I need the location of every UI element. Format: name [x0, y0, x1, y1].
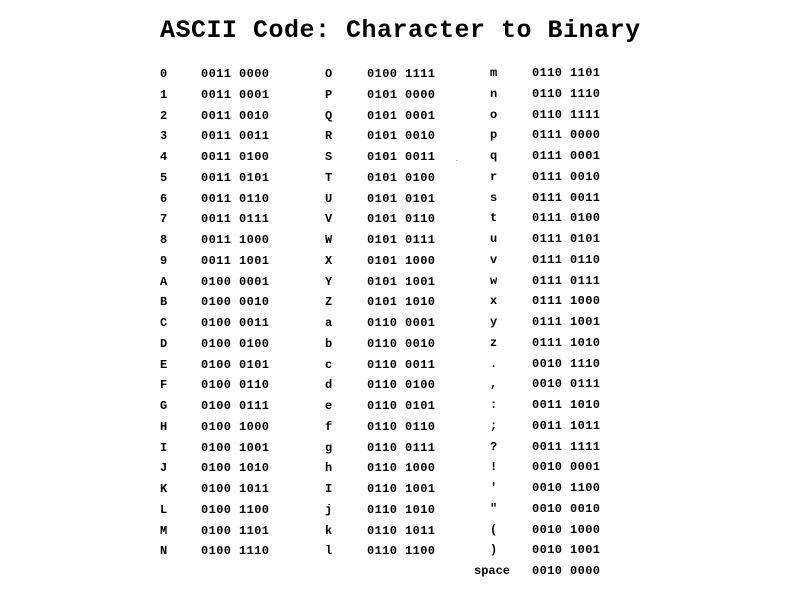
- character-cell: ': [490, 481, 498, 495]
- binary-cell: 0111 0011: [532, 190, 601, 205]
- character-cell: A: [160, 274, 168, 289]
- binary-cell: 0100 0110: [201, 378, 270, 393]
- binary-cell: 0011 1010: [532, 398, 601, 412]
- character-cell: 1: [160, 87, 168, 102]
- binary-cell: 0101 0000: [367, 87, 436, 102]
- binary-cell: 0100 0010: [201, 295, 270, 310]
- character-cell: !: [490, 460, 498, 475]
- binary-cell: 0110 1100: [367, 544, 436, 559]
- character-cell: t: [490, 211, 498, 226]
- character-cell: W: [325, 233, 333, 247]
- binary-cell: 0110 1001: [367, 482, 436, 496]
- character-cell: Z: [325, 295, 333, 310]
- binary-cell: 0100 1101: [201, 523, 270, 538]
- binary-cell: 0111 0101: [532, 232, 601, 246]
- character-cell: ,: [490, 377, 498, 392]
- character-cell: H: [160, 419, 168, 434]
- character-cell: r: [490, 169, 498, 184]
- binary-cell: 0011 0011: [201, 129, 270, 144]
- binary-cell: 0010 1001: [532, 543, 601, 558]
- binary-cell: 0010 0111: [532, 377, 601, 392]
- character-cell: 3: [160, 129, 168, 144]
- character-cell: O: [325, 67, 333, 81]
- character-cell: q: [490, 149, 498, 163]
- binary-cell: 0101 1010: [367, 295, 436, 310]
- page-title: ASCII Code: Character to Binary: [160, 16, 641, 45]
- binary-cell: 0100 0111: [201, 399, 270, 413]
- binary-cell: 0100 0001: [201, 274, 270, 289]
- binary-cell: 0110 1000: [367, 461, 436, 476]
- character-cell: a: [325, 316, 333, 330]
- character-cell: U: [325, 191, 333, 206]
- binary-cell: 0110 0110: [367, 419, 436, 434]
- binary-cell: 0110 0100: [367, 378, 436, 393]
- character-cell: 8: [160, 233, 168, 247]
- binary-cell: 0111 0100: [532, 211, 601, 226]
- binary-cell: 0111 0001: [532, 149, 601, 163]
- character-cell: s: [490, 190, 498, 205]
- character-cell: F: [160, 378, 168, 393]
- binary-cell: 0010 1100: [532, 481, 601, 495]
- character-cell: .: [490, 356, 498, 371]
- character-cell: 9: [160, 253, 168, 268]
- character-cell: 7: [160, 212, 168, 227]
- character-cell: k: [325, 523, 333, 538]
- binary-cell: 0011 1000: [201, 233, 270, 247]
- character-cell: J: [160, 461, 168, 476]
- character-cell: Q: [325, 108, 333, 123]
- binary-cell: 0111 1000: [532, 294, 601, 309]
- character-cell: S: [325, 150, 333, 164]
- character-cell: l: [325, 544, 333, 559]
- character-cell: c: [325, 357, 333, 372]
- binary-cell: 0101 0001: [367, 108, 436, 123]
- character-cell: T: [325, 170, 333, 185]
- character-cell: M: [160, 523, 168, 538]
- character-cell: I: [160, 440, 168, 455]
- character-cell: L: [160, 502, 168, 517]
- character-cell: v: [490, 252, 498, 267]
- character-cell: Y: [325, 274, 333, 289]
- character-cell: space: [474, 564, 511, 578]
- binary-cell: 0011 0101: [201, 170, 270, 185]
- binary-cell: 0011 1001: [201, 253, 270, 268]
- character-cell: p: [490, 128, 498, 143]
- binary-cell: 0010 1110: [532, 356, 601, 371]
- binary-cell: 0011 0001: [201, 87, 270, 102]
- binary-cell: 0100 1110: [201, 544, 270, 559]
- binary-cell: 0010 0010: [532, 501, 601, 516]
- character-cell: 2: [160, 108, 168, 123]
- character-cell: ": [490, 501, 498, 516]
- binary-cell: 0111 0000: [532, 128, 601, 143]
- binary-cell: 0101 0100: [367, 170, 436, 185]
- character-cell: 0: [160, 67, 168, 81]
- binary-cell: 0101 0111: [367, 233, 436, 247]
- character-cell: x: [490, 294, 498, 309]
- character-cell: e: [325, 399, 333, 413]
- binary-cell: 0100 1011: [201, 482, 270, 496]
- binary-cell: 0111 1001: [532, 315, 601, 329]
- character-cell: w: [490, 273, 498, 288]
- binary-cell: 0110 1111: [532, 107, 601, 122]
- character-cell: y: [490, 315, 498, 329]
- character-cell: B: [160, 295, 168, 310]
- character-cell: d: [325, 378, 333, 393]
- character-cell: R: [325, 129, 333, 144]
- binary-cell: 0100 1010: [201, 461, 270, 476]
- binary-cell: 0100 0100: [201, 336, 270, 351]
- character-cell: X: [325, 253, 333, 268]
- character-cell: C: [160, 316, 168, 330]
- binary-cell: 0110 0010: [367, 336, 436, 351]
- character-cell: g: [325, 440, 333, 455]
- binary-cell: 0010 0000: [532, 564, 601, 578]
- binary-cell: 0100 1111: [367, 67, 436, 81]
- character-cell: b: [325, 336, 333, 351]
- binary-cell: 0101 0011: [367, 150, 436, 164]
- binary-cell: 0101 1001: [367, 274, 436, 289]
- binary-cell: 0011 0010: [201, 108, 270, 123]
- binary-cell: 0101 0110: [367, 212, 436, 227]
- binary-cell: 0100 1001: [201, 440, 270, 455]
- binary-cell: 0100 1100: [201, 502, 270, 517]
- binary-cell: 0011 1011: [532, 418, 601, 433]
- character-cell: 6: [160, 191, 168, 206]
- binary-cell: 0100 0101: [201, 357, 270, 372]
- character-cell: m: [490, 66, 498, 80]
- binary-cell: 0111 1010: [532, 335, 601, 350]
- binary-cell: 0101 0101: [367, 191, 436, 206]
- binary-cell: 0110 0101: [367, 399, 436, 413]
- character-cell: ;: [490, 418, 498, 433]
- character-cell: j: [325, 502, 333, 517]
- binary-cell: 0011 0100: [201, 150, 270, 164]
- character-cell: o: [490, 107, 498, 122]
- binary-cell: 0111 0111: [532, 273, 601, 288]
- character-cell: ?: [490, 439, 498, 454]
- binary-cell: 0011 0110: [201, 191, 270, 206]
- binary-cell: 0111 0010: [532, 169, 601, 184]
- character-cell: G: [160, 399, 168, 413]
- character-cell: z: [490, 335, 498, 350]
- binary-cell: 0110 0001: [367, 316, 436, 330]
- character-cell: n: [490, 86, 498, 101]
- binary-cell: 0110 1011: [367, 523, 436, 538]
- character-cell: K: [160, 482, 168, 496]
- character-cell: P: [325, 87, 333, 102]
- character-cell: ): [490, 543, 498, 558]
- character-cell: 4: [160, 150, 168, 164]
- character-cell: E: [160, 357, 168, 372]
- binary-cell: 0100 1000: [201, 419, 270, 434]
- binary-cell: 0110 1110: [532, 86, 601, 101]
- binary-cell: 0110 0011: [367, 357, 436, 372]
- binary-cell: 0111 0110: [532, 252, 601, 267]
- character-cell: :: [490, 398, 498, 412]
- character-cell: D: [160, 336, 168, 351]
- character-cell: u: [490, 232, 498, 246]
- binary-cell: 0110 1101: [532, 66, 601, 80]
- binary-cell: 0101 1000: [367, 253, 436, 268]
- binary-cell: 0011 0111: [201, 212, 270, 227]
- binary-cell: 0010 1000: [532, 522, 601, 537]
- binary-cell: 0100 0011: [201, 316, 270, 330]
- character-cell: V: [325, 212, 333, 227]
- binary-cell: 0011 0000: [201, 67, 270, 81]
- character-cell: N: [160, 544, 168, 559]
- binary-cell: 0101 0010: [367, 129, 436, 144]
- character-cell: I: [325, 482, 333, 496]
- binary-cell: 0110 0111: [367, 440, 436, 455]
- character-cell: 5: [160, 170, 168, 185]
- character-cell: (: [490, 522, 498, 537]
- binary-cell: 0011 1111: [532, 439, 601, 454]
- binary-cell: 0010 0001: [532, 460, 601, 475]
- binary-cell: 0110 1010: [367, 502, 436, 517]
- character-cell: h: [325, 461, 333, 476]
- character-cell: f: [325, 419, 333, 434]
